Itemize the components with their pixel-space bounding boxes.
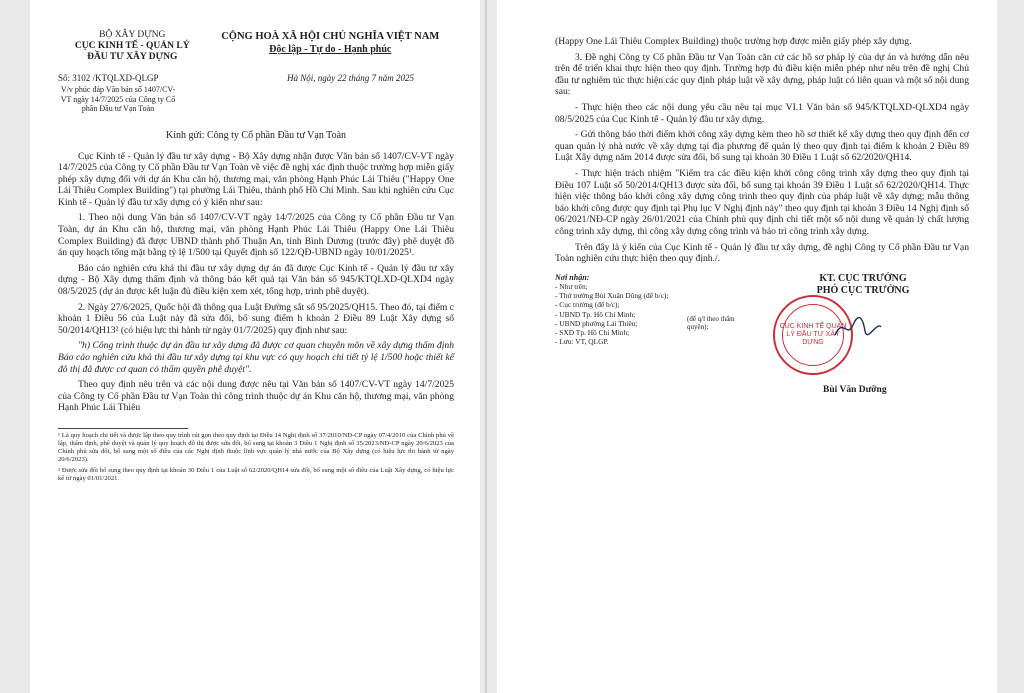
recipient-item: - UBND phường Lái Thiêu; <box>555 318 638 328</box>
paragraph: Báo cáo nghiên cứu khả thi đầu tư xây dựng dự án đã được Cục Kinh tế - Quản lý đầu tư xây dựng - Bộ Xây dựng thẩm định và thông báo kết quả tại Văn bản số 945/KTQLXD-QLXD4 ngày 08/5/2025 (dự án được kết luận đủ điều kiện xem xét, tổng hợp, trình phê duyệt). <box>58 262 454 298</box>
recipient-item: - Thứ trưởng Bùi Xuân Dũng (để b/c); <box>555 291 669 301</box>
paragraph: 2. Ngày 27/6/2025, Quốc hội đã thông qua Luật Đường sắt số 95/2025/QH15. Theo đó, tại điểm c khoản 1 Điều 56 của Luật này đã sửa đổi, bổ sung điểm h khoản 2 Điều 89 Luật Xây dựng số 50/2014/QH13² (có hiệu lực thi hành từ ngày 01/7/2025) quy định như sau: <box>58 301 454 336</box>
national-header <box>207 30 455 63</box>
paragraph: 1. Theo nội dung Văn bản số 1407/CV-VT ngày 14/7/2025 của Công ty Cổ phần Đầu tư Vạn Toàn, dự án Khu căn hộ, thương mại, văn phòng Hạnh Phúc Lái Thiêu (Happy One Lái Thiêu Complex Building) đã được UBND thành phố Thuận An, tỉnh Bình Dương (trước đây) phê duyệt đồ án quy hoạch tổng mặt bằng tỷ lệ 1/500 tại Quyết định số 122/QĐ-UBND ngày 10/01/2025¹. <box>58 212 454 259</box>
document-number: Số: 3102 /KTQLXD-QLGP <box>58 73 159 83</box>
recipient-item: - SXD Tp. Hồ Chí Minh; <box>555 327 630 337</box>
page-divider <box>485 0 487 693</box>
recipient-item: - Như trên; <box>555 281 588 291</box>
paragraph: (Happy One Lái Thiêu Complex Building) thuộc trường hợp được miễn giấy phép xây dựng. <box>555 36 912 47</box>
letterhead <box>58 30 454 63</box>
document-subject: V/v phúc đáp Văn bản số 1407/CV-VT ngày 14/7/2025 của Công ty Cổ phần Đầu tư Vạn Toàn <box>60 85 176 113</box>
footnote-1: ¹ Là quy hoạch chi tiết và được lập theo quy trình rút gọn theo quy định tại Điều 14 Nghị định số 37/2010/NĐ-CP ngày 07/4/2010 của Chính phủ về lập, thẩm định, phê duyệt và quản lý quy hoạch đô thị được sửa đổi, bổ sung tại khoản 3 Điều 1 Nghị định số 35/2023/NĐ-CP ngày 20/6/2023 của Chính phủ sửa đổi, bổ sung một số điều của các Nghị định thuộc lĩnh vực quản lý nhà nước của Bộ Xây dựng (có hiệu lực thi hành từ ngày 20/6/2023). <box>58 431 454 463</box>
footnote-2: ² Được sửa đổi bổ sung theo quy định tại khoản 30 Điều 1 của Luật số 62/2020/QH14 sửa đổi, bổ sung một số điều của Luật Xây dựng, có hiệu lực kể từ ngày 01/01/2021. <box>58 466 454 482</box>
paragraph: - Thực hiện trách nhiệm "Kiểm tra các điều kiện khởi công công trình xây dựng theo quy định tại Điều 107 Luật số 50/2014/QH13 được sửa đổi, bổ sung tại khoản 39 Điều 1 Luật số 62/2020/QH14. Thực hiện việc thông báo khởi công xây dựng công trình theo quy định của pháp luật về xây dựng; mẫu thông báo khởi công được quy định tại Phụ lục V Nghị định này" theo quy định tại khoản 3 Điều 14 Nghị định số 06/2021/NĐ-CP ngày 26/01/2021 của Chính phủ quy định chi tiết một số nội dung về quản lý chất lượng công trình xây dựng, thi công xây dựng công trình và bảo trì công trình xây dựng. <box>555 167 969 237</box>
signer-position-1: KT. CỤC TRƯỞNG <box>819 272 907 284</box>
recipient-item: - Lưu: VT, QLGP. <box>555 337 609 347</box>
recipients-note: (để q/l theo thẩm quyền); <box>687 314 735 332</box>
document-date: Hà Nội, ngày 22 tháng 7 năm 2025 <box>287 73 414 83</box>
quoted-paragraph: "h) Công trình thuộc dự án đầu tư xây dựng đã được cơ quan chuyên môn về xây dựng thẩm định Báo cáo nghiên cứu khả thi đầu tư xây dựng tại khu vực có quy hoạch chi tiết tỷ lệ 1/500 hoặc thiết kế đô thị đã được cơ quan có thẩm quyền phê duyệt". <box>58 340 454 375</box>
document-meta <box>58 73 454 83</box>
salutation: Kính gửi: Công ty Cổ phần Đầu tư Vạn Toàn <box>165 129 347 141</box>
signature-area <box>555 273 969 403</box>
handwritten-signature <box>833 315 883 341</box>
seal-text: CỤC KINH TẾ QUẢN LÝ ĐẦU TƯ XÂY DỰNG <box>779 322 847 346</box>
closing-paragraph: Trên đây là ý kiến của Cục Kinh tế - Quản lý đầu tư xây dựng, đề nghị Công ty Cổ phần Đầu tư Vạn Toàn nghiên cứu thực hiện theo quy định./. <box>555 241 969 265</box>
signer-block <box>763 272 963 395</box>
motto: Độc lập - Tự do - Hạnh phúc <box>269 44 392 55</box>
ministry-name: BỘ XÂY DỰNG <box>99 30 166 40</box>
paragraph: Cục Kinh tế - Quản lý đầu tư xây dựng - Bộ Xây dựng nhận được Văn bản số 1407/CV-VT ngày 14/7/2025 của Công ty Cổ phần Đầu tư Vạn Toàn về việc đề nghị xác định thuộc trường hợp miễn giấy phép xây dựng đối với dự án Khu căn hộ, thương mại, văn phòng Hạnh Phúc Lái Thiêu ("Happy One Lái Thiêu Complex Building") tại phường Lái Thiêu, thành phố Hồ Chí Minh. Sau khi nghiên cứu Cục Kinh tế - Quản lý đầu tư xây dựng có ý kiến như sau: <box>58 150 454 208</box>
document-page-1 <box>30 0 480 693</box>
paragraph: - Thực hiện theo các nội dung yêu cầu nêu tại mục VI.1 Văn bản số 945/KTQLXD-QLXD4 ngày 08/5/2025 của Cục Kinh tế - Quản lý đầu tư xây dựng. <box>555 101 969 125</box>
page-2-body <box>555 36 969 265</box>
document-page-2 <box>497 0 997 693</box>
issuer-block <box>58 30 207 63</box>
footnote-rule <box>58 428 188 429</box>
recipient-item: - UBND Tp. Hồ Chí Minh; <box>555 309 636 319</box>
paragraph: Theo quy định nêu trên và các nội dung được nêu tại Văn bản số 1407/CV-VT ngày 14/7/2025 của Công ty Cổ phần Đầu tư Vạn Toàn thì công trình thuộc dự án Khu căn hộ, thương mại, văn phòng Hạnh Phúc Lái Thiêu <box>58 379 454 414</box>
department-line-1: CỤC KINH TẾ - QUẢN LÝ <box>74 41 190 51</box>
department-line-2: ĐẦU TƯ XÂY DỰNG <box>87 52 178 62</box>
signer-position-2: PHÓ CỤC TRƯỞNG <box>816 284 910 296</box>
signer-name: Bùi Văn Dưỡng <box>823 384 887 395</box>
recipient-item: - Cục trưởng (để b/c); <box>555 300 620 310</box>
page-1-body <box>58 151 454 414</box>
paragraph: - Gửi thông báo thời điểm khởi công xây dựng kèm theo hồ sơ thiết kế xây dựng theo quy định đến cơ quan quản lý nhà nước về xây dựng tại địa phương để quản lý theo quy định tại điểm k khoản 2 Điều 89 Luật Xây dựng năm 2014 được sửa đổi, bổ sung tại khoản 30 Điều 1 Luật số 62/2020/QH14. <box>555 129 969 164</box>
recipients-title: Nơi nhận: <box>555 272 590 282</box>
paragraph: 3. Đề nghị Công ty Cổ phần Đầu tư Vạn Toàn căn cứ các hồ sơ pháp lý của dự án và hướng dẫn nêu trên để triển khai thực hiện theo quy định. Trường hợp đủ điều kiện miễn phép như nêu trên đề nghị Chủ đầu tư nghiêm túc thực hiện các quy định pháp luật về xây dựng, pháp luật có liên quan và một số nội dung sau: <box>555 51 969 98</box>
recipients-list <box>555 273 775 347</box>
nation-title: CỘNG HOÀ XÃ HỘI CHỦ NGHĨA VIỆT NAM <box>221 31 440 42</box>
